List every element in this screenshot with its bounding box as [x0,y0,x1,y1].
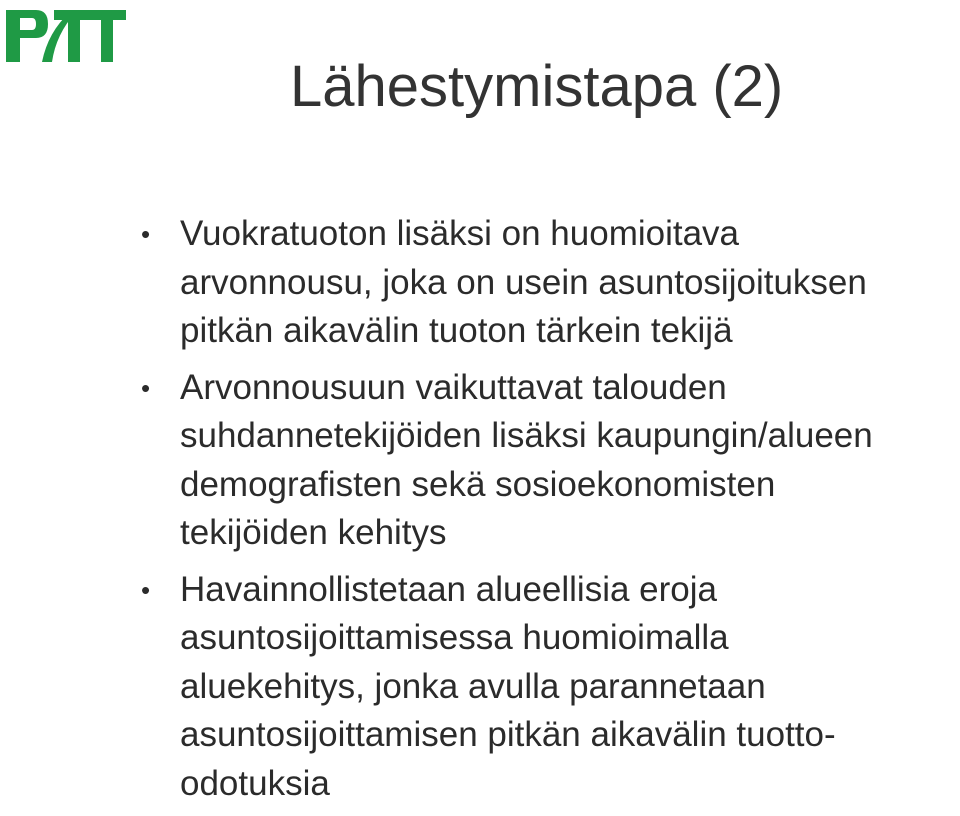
bullet-line: Arvonnousuun vaikuttavat talouden [180,367,727,407]
bullet-dot-icon: • [141,574,151,605]
bullet-line: Vuokratuoton lisäksi on huomioitava [180,214,740,253]
bullet-dot-icon: • [141,372,151,403]
bullet-item [0,566,960,809]
bullet-line: aluekehitys, jonka avulla parannetaan [180,666,766,706]
ptt-logo-mark [4,2,128,68]
bullet-item [0,210,960,356]
bullet-line: tekijöiden kehitys [180,513,447,552]
bullet-line: odotuksia [180,763,330,803]
bullet-line: Havainnollistetaan alueellisia eroja [180,569,717,609]
slide-title: Lähestymistapa (2) [290,54,784,119]
bullet-item [0,364,960,558]
bullet-line: arvonnousu, joka on usein asuntosijoituksen [180,262,867,302]
bullet-line: asuntosijoittamisen pitkän aikavälin tuotto- [180,715,836,754]
bullet-line: demografisten sekä sosioekonomisten [180,464,776,504]
bullet-line: asuntosijoittamisessa huomioimalla [180,618,729,657]
ptt-logo [4,2,128,68]
bullet-list [0,210,960,816]
bullet-dot-icon: • [141,219,151,249]
bullet-line: suhdannetekijöiden lisäksi kaupungin/alueen [180,416,873,455]
bullet-line: pitkän aikavälin tuoton tärkein tekijä [180,311,733,350]
